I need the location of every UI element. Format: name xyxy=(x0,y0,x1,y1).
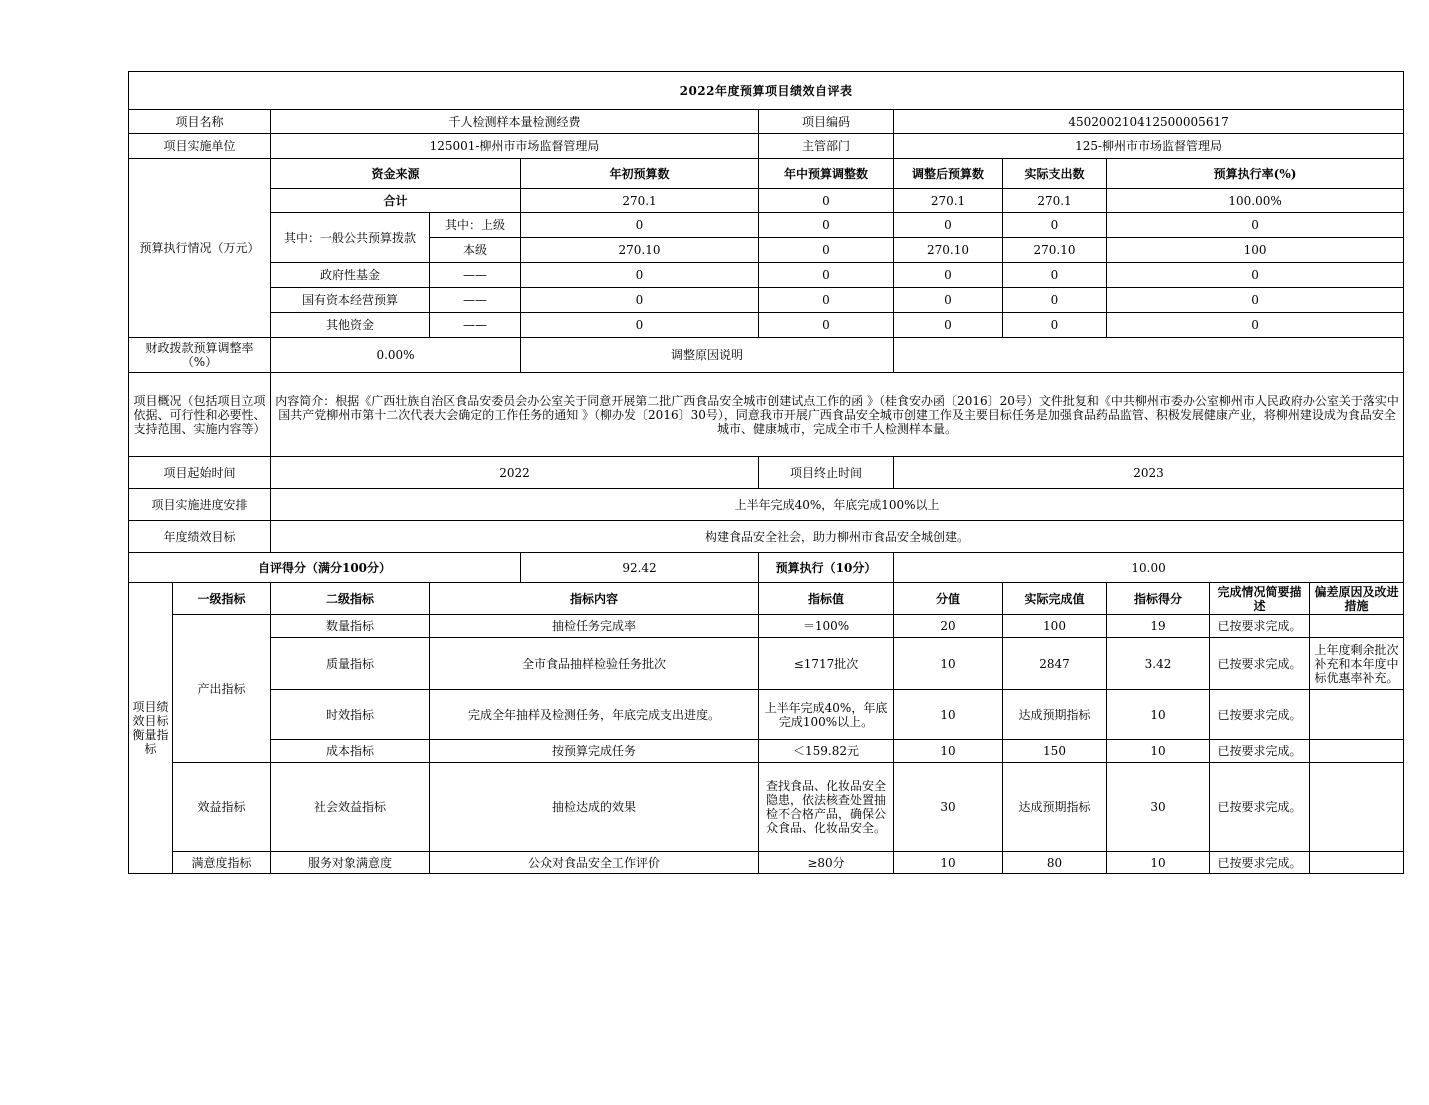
local-actual: 270.10 xyxy=(1003,238,1107,263)
row-target: 查找食品、化妆品安全隐患，依法核查处置抽检不合格产品，确保公众食品、化妆品安全。 xyxy=(759,763,894,852)
group-output-label: 产出指标 xyxy=(173,615,271,763)
other-fund-dash: —— xyxy=(430,313,521,338)
row-points: 10 xyxy=(894,690,1003,740)
row-level2: 时效指标 xyxy=(271,690,430,740)
project-unit-row xyxy=(129,134,1404,159)
budget-section-label: 预算执行情况（万元） xyxy=(129,159,271,338)
state-capital-initial: 0 xyxy=(521,288,759,313)
overview-row xyxy=(129,373,1404,457)
table-row xyxy=(129,690,1404,740)
adjust-rate-label: 财政拨款预算调整率（%） xyxy=(129,338,271,373)
row-score: 10 xyxy=(1107,740,1210,763)
budget-upper-row xyxy=(129,213,1404,238)
group-satisfaction-label: 满意度指标 xyxy=(173,852,271,874)
adjust-reason-value xyxy=(894,338,1404,373)
budget-header-row xyxy=(129,159,1404,189)
header-adjusted: 调整后预算数 xyxy=(894,159,1003,189)
header-source: 资金来源 xyxy=(271,159,521,189)
row-content: 全市食品抽样检验任务批次 xyxy=(430,638,759,690)
indicator-header-row xyxy=(129,583,1404,615)
start-time-value: 2022 xyxy=(271,457,759,489)
row-deviation xyxy=(1310,763,1404,852)
overview-text: 内容简介：根据《广西壮族自治区食品安委员会办公室关于同意开展第二批广西食品安全城市创建试点工作的函 》（桂食安办函〔2016〕20号）文件批复和《中共柳州市委办公室柳州市人民政府办公室关于落实中国共产党柳州市第十二次代表大会确定的工作任务的通知 》（柳办发〔2016〕30号），同意我市开展广西食品安全城市创建工作及主要目标任务是加强食品药品监管、积极发展健康产业，将柳州建设成为食品安全城市、健康城市，完成全市千人检测样本量。 xyxy=(271,373,1404,457)
overview-label: 项目概况（包括项目立项依据、可行性和必要性、支持范围、实施内容等） xyxy=(129,373,271,457)
row-target: ≥80分 xyxy=(759,852,894,874)
end-time-value: 2023 xyxy=(894,457,1404,489)
total-mid-adjust: 0 xyxy=(759,189,894,213)
end-time-label: 项目终止时间 xyxy=(759,457,894,489)
other-fund-mid-adjust: 0 xyxy=(759,313,894,338)
total-rate: 100.00% xyxy=(1107,189,1404,213)
gov-fund-actual: 0 xyxy=(1003,263,1107,288)
row-level2: 质量指标 xyxy=(271,638,430,690)
upper-initial: 0 xyxy=(521,213,759,238)
project-name-value: 千人检测样本量检测经费 xyxy=(271,110,759,134)
row-score: 10 xyxy=(1107,852,1210,874)
goal-row xyxy=(129,521,1404,553)
self-score-value: 92.42 xyxy=(521,553,759,583)
progress-row xyxy=(129,489,1404,521)
header-level2: 二级指标 xyxy=(271,583,430,615)
adjust-rate-row xyxy=(129,338,1404,373)
row-points: 20 xyxy=(894,615,1003,638)
row-deviation xyxy=(1310,615,1404,638)
budget-score-value: 10.00 xyxy=(894,553,1404,583)
row-level2: 服务对象满意度 xyxy=(271,852,430,874)
total-label: 合计 xyxy=(271,189,521,213)
row-deviation xyxy=(1310,690,1404,740)
department-value: 125-柳州市市场监督管理局 xyxy=(894,134,1404,159)
row-level2: 成本指标 xyxy=(271,740,430,763)
row-score: 19 xyxy=(1107,615,1210,638)
upper-adjusted: 0 xyxy=(894,213,1003,238)
row-score: 3.42 xyxy=(1107,638,1210,690)
indicator-side-label: 项目绩效目标衡量指标 xyxy=(129,583,173,874)
budget-state-capital-row xyxy=(129,288,1404,313)
local-initial: 270.10 xyxy=(521,238,759,263)
state-capital-mid-adjust: 0 xyxy=(759,288,894,313)
row-actual: 80 xyxy=(1003,852,1107,874)
table-row xyxy=(129,615,1404,638)
row-status: 已按要求完成。 xyxy=(1210,740,1310,763)
row-deviation xyxy=(1310,852,1404,874)
state-capital-rate: 0 xyxy=(1107,288,1404,313)
local-label: 本级 xyxy=(430,238,521,263)
table-row xyxy=(129,740,1404,763)
other-fund-label: 其他资金 xyxy=(271,313,430,338)
row-score: 30 xyxy=(1107,763,1210,852)
other-fund-initial: 0 xyxy=(521,313,759,338)
budget-total-row xyxy=(129,189,1404,213)
gov-fund-initial: 0 xyxy=(521,263,759,288)
row-content: 公众对食品安全工作评价 xyxy=(430,852,759,874)
header-score: 指标得分 xyxy=(1107,583,1210,615)
project-code-label: 项目编码 xyxy=(759,110,894,134)
general-budget-label: 其中：一般公共预算拨款 xyxy=(271,213,430,263)
row-actual: 达成预期指标 xyxy=(1003,763,1107,852)
row-deviation xyxy=(1310,740,1404,763)
local-adjusted: 270.10 xyxy=(894,238,1003,263)
row-points: 30 xyxy=(894,763,1003,852)
header-deviation: 偏差原因及改进措施 xyxy=(1310,583,1404,615)
self-score-label: 自评得分（满分100分） xyxy=(129,553,521,583)
state-capital-actual: 0 xyxy=(1003,288,1107,313)
row-content: 抽检任务完成率 xyxy=(430,615,759,638)
table-row xyxy=(129,638,1404,690)
budget-score-label: 预算执行（10分） xyxy=(759,553,894,583)
row-target: ＝100% xyxy=(759,615,894,638)
project-name-label: 项目名称 xyxy=(129,110,271,134)
row-level2: 社会效益指标 xyxy=(271,763,430,852)
header-actual-value: 实际完成值 xyxy=(1003,583,1107,615)
row-target: 上半年完成40%，年底完成100%以上。 xyxy=(759,690,894,740)
project-name-row xyxy=(129,110,1404,134)
total-adjusted: 270.1 xyxy=(894,189,1003,213)
progress-label: 项目实施进度安排 xyxy=(129,489,271,521)
row-status: 已按要求完成。 xyxy=(1210,690,1310,740)
row-content: 抽检达成的效果 xyxy=(430,763,759,852)
upper-mid-adjust: 0 xyxy=(759,213,894,238)
row-level2: 数量指标 xyxy=(271,615,430,638)
row-actual: 达成预期指标 xyxy=(1003,690,1107,740)
header-mid-adjust: 年中预算调整数 xyxy=(759,159,894,189)
header-points: 分值 xyxy=(894,583,1003,615)
row-actual: 150 xyxy=(1003,740,1107,763)
table-row xyxy=(129,763,1404,852)
other-fund-adjusted: 0 xyxy=(894,313,1003,338)
budget-gov-fund-row xyxy=(129,263,1404,288)
header-level1: 一级指标 xyxy=(173,583,271,615)
row-actual: 100 xyxy=(1003,615,1107,638)
start-time-label: 项目起始时间 xyxy=(129,457,271,489)
row-points: 10 xyxy=(894,852,1003,874)
row-content: 完成全年抽样及检测任务，年底完成支出进度。 xyxy=(430,690,759,740)
total-actual: 270.1 xyxy=(1003,189,1107,213)
page-title: 2022年度预算项目绩效自评表 xyxy=(129,72,1404,110)
row-status: 已按要求完成。 xyxy=(1210,763,1310,852)
progress-text: 上半年完成40%，年底完成100%以上 xyxy=(271,489,1404,521)
project-unit-value: 125001-柳州市市场监督管理局 xyxy=(271,134,759,159)
state-capital-label: 国有资本经营预算 xyxy=(271,288,430,313)
adjust-reason-label: 调整原因说明 xyxy=(521,338,894,373)
upper-rate: 0 xyxy=(1107,213,1404,238)
row-status: 已按要求完成。 xyxy=(1210,638,1310,690)
header-actual: 实际支出数 xyxy=(1003,159,1107,189)
row-content: 按预算完成任务 xyxy=(430,740,759,763)
goal-label: 年度绩效目标 xyxy=(129,521,271,553)
row-status: 已按要求完成。 xyxy=(1210,615,1310,638)
header-initial: 年初预算数 xyxy=(521,159,759,189)
gov-fund-rate: 0 xyxy=(1107,263,1404,288)
header-status: 完成情况简要描述 xyxy=(1210,583,1310,615)
row-target: ≤1717批次 xyxy=(759,638,894,690)
score-row xyxy=(129,553,1404,583)
upper-label: 其中：上级 xyxy=(430,213,521,238)
row-score: 10 xyxy=(1107,690,1210,740)
gov-fund-label: 政府性基金 xyxy=(271,263,430,288)
row-actual: 2847 xyxy=(1003,638,1107,690)
gov-fund-mid-adjust: 0 xyxy=(759,263,894,288)
row-points: 10 xyxy=(894,638,1003,690)
other-fund-actual: 0 xyxy=(1003,313,1107,338)
department-label: 主管部门 xyxy=(759,134,894,159)
local-mid-adjust: 0 xyxy=(759,238,894,263)
gov-fund-dash: —— xyxy=(430,263,521,288)
header-target: 指标值 xyxy=(759,583,894,615)
header-content: 指标内容 xyxy=(430,583,759,615)
project-unit-label: 项目实施单位 xyxy=(129,134,271,159)
state-capital-dash: —— xyxy=(430,288,521,313)
upper-actual: 0 xyxy=(1003,213,1107,238)
goal-text: 构建食品安全社会，助力柳州市食品安全城创建。 xyxy=(271,521,1404,553)
row-deviation: 上年度剩余批次补充和本年度中标优惠率补充。 xyxy=(1310,638,1404,690)
total-initial: 270.1 xyxy=(521,189,759,213)
local-rate: 100 xyxy=(1107,238,1404,263)
group-benefit-label: 效益指标 xyxy=(173,763,271,852)
gov-fund-adjusted: 0 xyxy=(894,263,1003,288)
adjust-rate-value: 0.00% xyxy=(271,338,521,373)
row-points: 10 xyxy=(894,740,1003,763)
row-status: 已按要求完成。 xyxy=(1210,852,1310,874)
header-rate: 预算执行率(%) xyxy=(1107,159,1404,189)
time-row xyxy=(129,457,1404,489)
performance-evaluation-table xyxy=(128,71,1404,874)
project-code-value: 450200210412500005617 xyxy=(894,110,1404,134)
budget-other-row xyxy=(129,313,1404,338)
row-target: ＜159.82元 xyxy=(759,740,894,763)
other-fund-rate: 0 xyxy=(1107,313,1404,338)
table-row xyxy=(129,852,1404,874)
state-capital-adjusted: 0 xyxy=(894,288,1003,313)
